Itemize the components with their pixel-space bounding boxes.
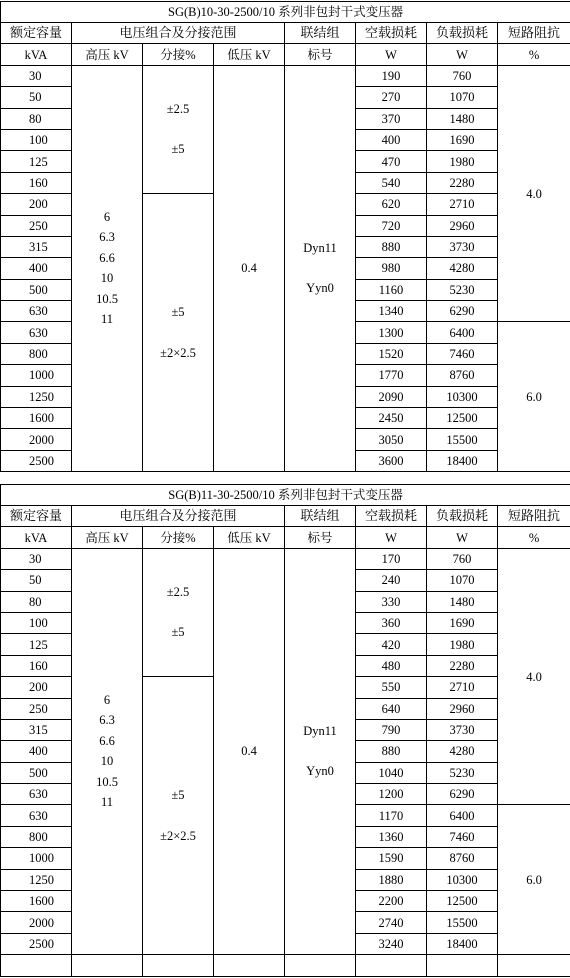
- impedance-upper-cell: 4.0: [498, 65, 570, 322]
- noload-loss-cell: 1770: [356, 365, 427, 386]
- noload-loss-cell: 1170: [356, 805, 427, 826]
- capacity-cell: 125: [1, 151, 72, 172]
- connection-value: Yyn0: [306, 764, 334, 779]
- header-hv: 高压 kV: [72, 527, 143, 548]
- load-loss-cell: 18400: [427, 933, 498, 954]
- header-noload-loss: 空载损耗: [356, 506, 427, 527]
- capacity-cell: 2000: [1, 912, 72, 933]
- connection-value: Dyn11: [303, 240, 337, 255]
- noload-loss-cell: 1360: [356, 826, 427, 847]
- hv-value: 6.6: [99, 250, 115, 265]
- capacity-cell: 125: [1, 634, 72, 655]
- noload-loss-cell: 3600: [356, 450, 427, 471]
- header-impedance-unit: %: [498, 527, 570, 548]
- capacity-cell: 1600: [1, 408, 72, 429]
- load-loss-cell: 6290: [427, 784, 498, 805]
- impedance-lower-cell: 6.0: [498, 322, 570, 472]
- noload-loss-cell: 980: [356, 258, 427, 279]
- transformer-spec-table-sgb10: [0, 1, 570, 472]
- lv-voltage-cell: 0.4: [214, 548, 285, 954]
- empty-cell: [285, 955, 356, 976]
- load-loss-cell: 1690: [427, 129, 498, 150]
- header-connection-sub: 标号: [285, 527, 356, 548]
- tap-value: ±2×2.5: [160, 828, 196, 843]
- header-tap: 分接%: [143, 527, 214, 548]
- capacity-cell: 400: [1, 741, 72, 762]
- capacity-cell: 250: [1, 215, 72, 236]
- load-loss-cell: 6290: [427, 301, 498, 322]
- header-voltage-group: 电压组合及分接范围: [72, 23, 285, 44]
- table-row: [1, 548, 570, 569]
- load-loss-cell: 3730: [427, 719, 498, 740]
- load-loss-cell: 8760: [427, 848, 498, 869]
- capacity-cell: 200: [1, 677, 72, 698]
- tap-value: ±2.5: [166, 101, 190, 116]
- noload-loss-cell: 370: [356, 108, 427, 129]
- capacity-cell: 80: [1, 591, 72, 612]
- header-hv: 高压 kV: [72, 44, 143, 65]
- noload-loss-cell: 470: [356, 151, 427, 172]
- tap-range-lower-cell: [143, 677, 214, 955]
- load-loss-cell: 2710: [427, 677, 498, 698]
- noload-loss-cell: 170: [356, 548, 427, 569]
- capacity-cell: 1250: [1, 386, 72, 407]
- hv-value: 6.3: [99, 230, 115, 245]
- header-capacity-unit: kVA: [1, 527, 72, 548]
- capacity-cell: 2500: [1, 933, 72, 954]
- header-connection-sub: 标号: [285, 44, 356, 65]
- load-loss-cell: 12500: [427, 891, 498, 912]
- capacity-cell: 30: [1, 548, 72, 569]
- noload-loss-cell: 360: [356, 612, 427, 633]
- load-loss-cell: 6400: [427, 805, 498, 826]
- impedance-upper-cell: 4.0: [498, 548, 570, 805]
- load-loss-cell: 1690: [427, 612, 498, 633]
- load-loss-cell: 15500: [427, 429, 498, 450]
- load-loss-cell: 1480: [427, 591, 498, 612]
- header-load-loss: 负载损耗: [427, 506, 498, 527]
- header-impedance: 短路阻抗: [498, 23, 570, 44]
- load-loss-cell: 3730: [427, 236, 498, 257]
- noload-loss-cell: 1590: [356, 848, 427, 869]
- header-load-loss: 负载损耗: [427, 23, 498, 44]
- load-loss-cell: 2280: [427, 172, 498, 193]
- noload-loss-cell: 1340: [356, 301, 427, 322]
- header-connection: 联结组: [285, 506, 356, 527]
- hv-voltage-cell: [72, 65, 143, 471]
- hv-value: 10.5: [96, 774, 118, 789]
- capacity-cell: 1600: [1, 891, 72, 912]
- capacity-cell: 500: [1, 762, 72, 783]
- header-capacity-unit: kVA: [1, 44, 72, 65]
- capacity-cell: 630: [1, 784, 72, 805]
- noload-loss-cell: 480: [356, 655, 427, 676]
- capacity-cell: 1000: [1, 848, 72, 869]
- load-loss-cell: 1980: [427, 151, 498, 172]
- noload-loss-cell: 540: [356, 172, 427, 193]
- empty-cell: [72, 955, 143, 976]
- noload-loss-cell: 1200: [356, 784, 427, 805]
- load-loss-cell: 7460: [427, 343, 498, 364]
- capacity-cell: 2500: [1, 450, 72, 471]
- capacity-cell: 800: [1, 343, 72, 364]
- hv-value: 10: [100, 754, 114, 769]
- empty-cell: [214, 955, 285, 976]
- load-loss-cell: 2960: [427, 215, 498, 236]
- header-connection: 联结组: [285, 23, 356, 44]
- load-loss-cell: 2960: [427, 698, 498, 719]
- hv-value: 6: [103, 209, 111, 224]
- noload-loss-cell: 620: [356, 194, 427, 215]
- load-loss-cell: 6400: [427, 322, 498, 343]
- header-capacity: 额定容量: [1, 23, 72, 44]
- capacity-cell: 315: [1, 236, 72, 257]
- header-noload-unit: W: [356, 527, 427, 548]
- load-loss-cell: 1070: [427, 87, 498, 108]
- empty-cell: [498, 955, 570, 976]
- noload-loss-cell: 190: [356, 65, 427, 86]
- noload-loss-cell: 1520: [356, 343, 427, 364]
- noload-loss-cell: 1300: [356, 322, 427, 343]
- noload-loss-cell: 1040: [356, 762, 427, 783]
- load-loss-cell: 15500: [427, 912, 498, 933]
- noload-loss-cell: 3050: [356, 429, 427, 450]
- load-loss-cell: 18400: [427, 450, 498, 471]
- load-loss-cell: 760: [427, 548, 498, 569]
- noload-loss-cell: 2450: [356, 408, 427, 429]
- empty-cell: [1, 955, 72, 976]
- load-loss-cell: 10300: [427, 869, 498, 890]
- load-loss-cell: 5230: [427, 762, 498, 783]
- impedance-lower-cell: 6.0: [498, 805, 570, 955]
- load-loss-cell: 2280: [427, 655, 498, 676]
- header-impedance: 短路阻抗: [498, 506, 570, 527]
- load-loss-cell: 5230: [427, 279, 498, 300]
- load-loss-cell: 8760: [427, 365, 498, 386]
- noload-loss-cell: 2090: [356, 386, 427, 407]
- noload-loss-cell: 550: [356, 677, 427, 698]
- noload-loss-cell: 790: [356, 719, 427, 740]
- table-title: SG(B)10-30-2500/10 系列非包封干式变压器: [1, 2, 570, 23]
- capacity-cell: 800: [1, 826, 72, 847]
- noload-loss-cell: 1880: [356, 869, 427, 890]
- capacity-cell: 630: [1, 805, 72, 826]
- capacity-cell: 630: [1, 301, 72, 322]
- noload-loss-cell: 400: [356, 129, 427, 150]
- capacity-cell: 630: [1, 322, 72, 343]
- capacity-cell: 1250: [1, 869, 72, 890]
- header-load-unit: W: [427, 527, 498, 548]
- tap-value: ±5: [171, 788, 185, 803]
- header-load-unit: W: [427, 44, 498, 65]
- load-loss-cell: 7460: [427, 826, 498, 847]
- transformer-spec-table-sgb11: [0, 484, 570, 977]
- load-loss-cell: 1070: [427, 570, 498, 591]
- connection-value: Yyn0: [306, 281, 334, 296]
- load-loss-cell: 2710: [427, 194, 498, 215]
- capacity-cell: 200: [1, 194, 72, 215]
- hv-voltage-cell: [72, 548, 143, 954]
- tap-value: ±5: [171, 305, 185, 320]
- noload-loss-cell: 1160: [356, 279, 427, 300]
- lv-voltage-cell: 0.4: [214, 65, 285, 471]
- hv-value: 6.6: [99, 733, 115, 748]
- load-loss-cell: 12500: [427, 408, 498, 429]
- capacity-cell: 315: [1, 719, 72, 740]
- tap-value: ±5: [171, 142, 185, 157]
- load-loss-cell: 1980: [427, 634, 498, 655]
- capacity-cell: 50: [1, 570, 72, 591]
- noload-loss-cell: 420: [356, 634, 427, 655]
- hv-value: 6: [103, 692, 111, 707]
- header-impedance-unit: %: [498, 44, 570, 65]
- empty-cell: [143, 955, 214, 976]
- noload-loss-cell: 270: [356, 87, 427, 108]
- load-loss-cell: 760: [427, 65, 498, 86]
- hv-value: 11: [100, 312, 114, 327]
- table-row: [1, 65, 570, 86]
- header-noload-loss: 空载损耗: [356, 23, 427, 44]
- capacity-cell: 160: [1, 655, 72, 676]
- tap-range-upper-cell: [143, 548, 214, 676]
- tap-value: ±5: [171, 625, 185, 640]
- capacity-cell: 400: [1, 258, 72, 279]
- empty-cell: [356, 955, 427, 976]
- tap-value: ±2.5: [166, 584, 190, 599]
- noload-loss-cell: 330: [356, 591, 427, 612]
- noload-loss-cell: 2200: [356, 891, 427, 912]
- tap-value: ±2×2.5: [160, 345, 196, 360]
- noload-loss-cell: 880: [356, 741, 427, 762]
- load-loss-cell: 4280: [427, 741, 498, 762]
- header-voltage-group: 电压组合及分接范围: [72, 506, 285, 527]
- connection-value: Dyn11: [303, 723, 337, 738]
- capacity-cell: 250: [1, 698, 72, 719]
- capacity-cell: 30: [1, 65, 72, 86]
- tap-range-upper-cell: [143, 65, 214, 193]
- load-loss-cell: 4280: [427, 258, 498, 279]
- capacity-cell: 80: [1, 108, 72, 129]
- noload-loss-cell: 880: [356, 236, 427, 257]
- noload-loss-cell: 2740: [356, 912, 427, 933]
- hv-value: 6.3: [99, 713, 115, 728]
- load-loss-cell: 10300: [427, 386, 498, 407]
- noload-loss-cell: 240: [356, 570, 427, 591]
- load-loss-cell: 1480: [427, 108, 498, 129]
- header-capacity: 额定容量: [1, 506, 72, 527]
- hv-value: 10.5: [96, 291, 118, 306]
- noload-loss-cell: 640: [356, 698, 427, 719]
- header-tap: 分接%: [143, 44, 214, 65]
- empty-cell: [427, 955, 498, 976]
- capacity-cell: 50: [1, 87, 72, 108]
- header-noload-unit: W: [356, 44, 427, 65]
- capacity-cell: 2000: [1, 429, 72, 450]
- noload-loss-cell: 720: [356, 215, 427, 236]
- hv-value: 10: [100, 271, 114, 286]
- connection-group-cell: [285, 548, 356, 954]
- hv-value: 11: [100, 795, 114, 810]
- header-lv: 低压 kV: [214, 527, 285, 548]
- capacity-cell: 160: [1, 172, 72, 193]
- connection-group-cell: [285, 65, 356, 471]
- capacity-cell: 100: [1, 612, 72, 633]
- capacity-cell: 100: [1, 129, 72, 150]
- noload-loss-cell: 3240: [356, 933, 427, 954]
- capacity-cell: 1000: [1, 365, 72, 386]
- capacity-cell: 500: [1, 279, 72, 300]
- table-title: SG(B)11-30-2500/10 系列非包封干式变压器: [1, 485, 570, 506]
- header-lv: 低压 kV: [214, 44, 285, 65]
- tap-range-lower-cell: [143, 194, 214, 472]
